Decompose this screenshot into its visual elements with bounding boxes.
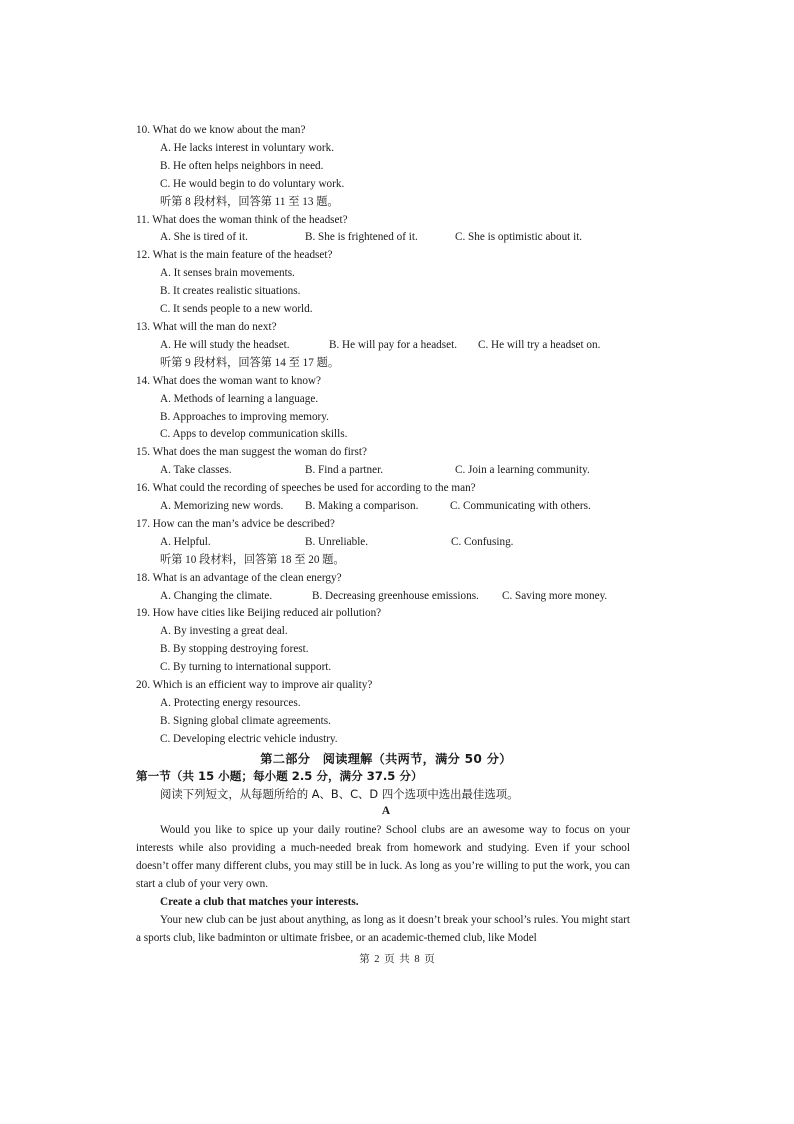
reading-instruction: 阅读下列短文，从每题所给的 A、B、C、D 四个选项中选出最佳选项。 (160, 787, 519, 802)
question-10-option-b: B. He often helps neighbors in need. (160, 159, 324, 172)
question-15-options (136, 462, 636, 480)
question-15-stem: 15. What does the man suggest the woman do first? (136, 446, 367, 459)
question-18-option-c: C. Saving more money. (502, 589, 608, 602)
question-19-option-b: B. By stopping destroying forest. (160, 643, 309, 656)
question-19-option-c: C. By turning to international support. (160, 661, 332, 674)
question-11-option-b: B. She is frightened of it. (305, 231, 418, 244)
question-17-option-c: C. Confusing. (451, 535, 514, 548)
question-18-options (136, 588, 636, 606)
question-13-option-b: B. He will pay for a headset. (329, 338, 457, 351)
question-11-option-c: C. She is optimistic about it. (455, 231, 583, 244)
question-18-stem: 18. What is an advantage of the clean energy? (136, 571, 342, 584)
question-15-option-b: B. Find a partner. (305, 464, 383, 477)
question-14-option-a: A. Methods of learning a language. (160, 392, 319, 405)
listening-note-9: 听第 9 段材料，回答第 14 至 17 题。 (160, 356, 340, 369)
question-11-option-a: A. She is tired of it. (160, 231, 248, 244)
question-12-option-a: A. It senses brain movements. (160, 267, 295, 280)
question-17-option-a: A. Helpful. (160, 535, 211, 548)
question-15-option-c: C. Join a learning community. (455, 464, 590, 477)
question-13-stem: 13. What will the man do next? (136, 320, 277, 333)
question-14-option-b: B. Approaches to improving memory. (160, 410, 329, 423)
question-10-option-c: C. He would begin to do voluntary work. (160, 177, 345, 190)
question-13-option-a: A. He will study the headset. (160, 338, 290, 351)
question-20-option-c: C. Developing electric vehicle industry. (160, 732, 338, 745)
passage-label: A (381, 805, 391, 818)
question-13-option-c: C. He will try a headset on. (478, 338, 601, 351)
question-20-option-a: A. Protecting energy resources. (160, 697, 301, 709)
question-20-stem: 20. Which is an efficient way to improve air quality? (136, 679, 373, 692)
question-16-option-b: B. Making a comparison. (305, 500, 419, 513)
question-16-option-a: A. Memorizing new words. (160, 500, 284, 513)
section-one-title: 第一节（共 15 小题；每小题 2.5 分，满分 37.5 分） (136, 768, 423, 783)
part-two-heading: 第二部分 阅读理解（共两节，满分 50 分） (260, 751, 512, 766)
passage-paragraph-1: Would you like to spice up your daily routine? School clubs are an awesome way to focus on your interests while also providing a much-needed break from homework and studying. Even if your school doesn’t offer many different clubs, you may still be in luck. As long as you’re willing to put the work, you can start a club of your very own. (136, 823, 630, 890)
question-13-options (136, 337, 636, 355)
listening-note-10: 听第 10 段材料，回答第 18 至 20 题。 (160, 553, 345, 566)
page-footer: 第 2 页 共 8 页 (359, 954, 435, 965)
listening-note-8: 听第 8 段材料，回答第 11 至 13 题。 (160, 195, 339, 208)
passage-subheading: Create a club that matches your interests. (160, 895, 359, 908)
question-14-option-c: C. Apps to develop communication skills. (160, 428, 348, 441)
passage-paragraph-2: Your new club can be just about anything, as long as it doesn’t break your school’s rules. You might start a sports club, like badminton or ultimate frisbee, or an academic-themed club, like Model (136, 913, 630, 944)
question-18-option-b: B. Decreasing greenhouse emissions. (312, 589, 479, 602)
question-17-stem: 17. How can the man’s advice be described? (136, 517, 335, 530)
question-11-stem: 11. What does the woman think of the headset? (136, 213, 348, 226)
question-10-option-a: A. He lacks interest in voluntary work. (160, 141, 334, 154)
question-17-options (136, 534, 636, 552)
question-14-stem: 14. What does the woman want to know? (136, 374, 321, 387)
question-16-option-c: C. Communicating with others. (450, 500, 591, 513)
question-10-stem: 10. What do we know about the man? (136, 124, 306, 136)
question-12-option-b: B. It creates realistic situations. (160, 285, 301, 298)
exam-page (136, 122, 636, 947)
question-12-stem: 12. What is the main feature of the headset? (136, 249, 333, 262)
question-15-option-a: A. Take classes. (160, 464, 232, 477)
question-19-option-a: A. By investing a great deal. (160, 625, 288, 638)
question-12-option-c: C. It sends people to a new world. (160, 303, 313, 316)
question-11-options (136, 229, 636, 247)
question-16-stem: 16. What could the recording of speeches be used for according to the man? (136, 482, 476, 495)
question-19-stem: 19. How have cities like Beijing reduced air pollution? (136, 607, 382, 620)
question-16-options (136, 498, 636, 516)
question-18-option-a: A. Changing the climate. (160, 589, 273, 602)
question-20-option-b: B. Signing global climate agreements. (160, 714, 331, 727)
question-17-option-b: B. Unreliable. (305, 535, 369, 548)
